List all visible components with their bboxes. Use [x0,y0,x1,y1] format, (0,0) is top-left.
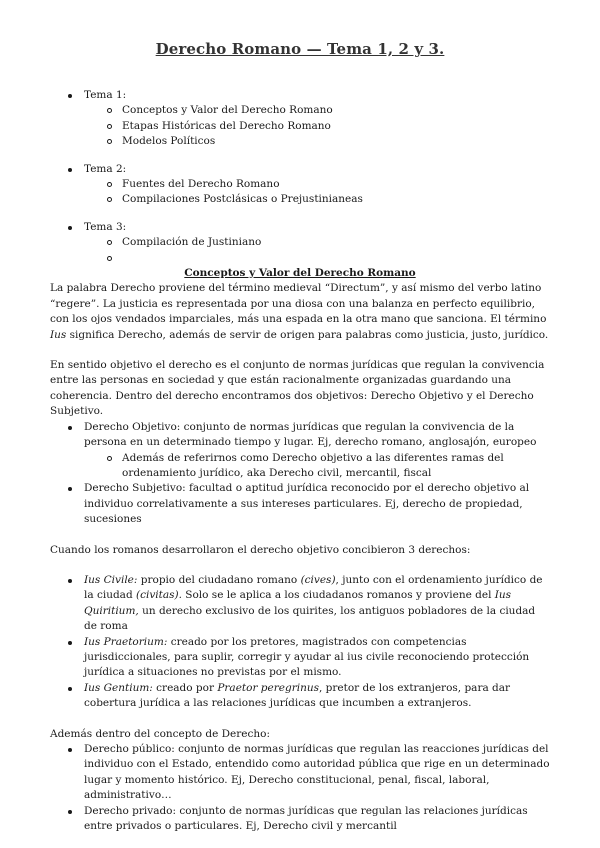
paragraph-origin: La palabra Derecho proviene del término medieval “Directum”, y así mismo del verbo latino “regere”. La justicia es representada por una diosa con una balanza en perfecto equilibrio, con los ojos vendados imparciales, más una espada en la otra mano que sanciona. El término Ius significa Derecho, además de servir de origen para palabras como justicia, justo, jurídico. [50,282,549,341]
spacer [50,712,550,727]
document-body [50,88,550,834]
list-item-ius-praetorium: Ius Praetorium: creado por los pretores, magistrados con competencias jurisdiccionales, para suplir, corregir y ayudar al ius civile reconociendo protección jurídica a situaciones no previstas por el mismo. [84,635,550,681]
document-title: Derecho Romano — Tema 1, 2 y 3. [155,40,445,58]
list-item-objetivo-sub: Además de referirnos como Derecho objetivo a las diferentes ramas del ordenamiento jurídico, aka Derecho civil, mercantil, fiscal [122,451,550,482]
spacer [50,558,550,573]
toc-tema-2-label: Tema 2: [84,162,127,175]
toc-tema-3 [84,220,550,266]
toc-tema-1-label: Tema 1: [84,89,127,101]
spacer [50,343,550,358]
toc-item: Modelos Políticos [122,134,550,149]
list-item-subjetivo: Derecho Subjetivo: facultad o aptitud jurídica reconocido por el derecho objetivo al individuo correlativamente a sus intereses particulares. Ej, derecho de propiedad, sucesiones [84,481,550,527]
table-of-contents [50,88,550,266]
paragraph-three-rights: Cuando los romanos desarrollaron el derecho objetivo concibieron 3 derechos: [50,543,471,556]
list-public-private [50,742,550,834]
toc-item-empty [122,251,550,266]
toc-item: Fuentes del Derecho Romano [122,177,550,192]
list-derecho-types [50,420,550,528]
paragraph-objective-sense: En sentido objetivo el derecho es el conjunto de normas jurídicas que regulan la convivencia entre las personas en sociedad y que están racionalmente organizadas guardando una coherencia. Dentro del derecho encontramos dos objetivos: Derecho Objetivo y el Derecho Subjetivo. [50,359,545,418]
toc-tema-1 [84,88,550,150]
paragraph-ademas: Además dentro del concepto de Derecho: [50,727,270,740]
section-heading: Conceptos y Valor del Derecho Romano [184,267,416,280]
toc-tema-3-label: Tema 3: [84,220,127,233]
spacer [50,528,550,543]
toc-item: Etapas Históricas del Derecho Romano [122,119,550,134]
toc-item: Conceptos y Valor del Derecho Romano [122,103,550,118]
list-item-privado: Derecho privado: conjunto de normas jurídicas que regulan las relaciones jurídicas entre privados o particulares. Ej, Derecho civil y mercantil [84,804,550,835]
toc-tema-2 [84,162,550,208]
list-item-ius-gentium: Ius Gentium: creado por Praetor peregrinus, pretor de los extranjeros, para dar cobertura jurídica a las relaciones jurídicas que incumben a extranjeros. [84,681,550,712]
toc-item: Compilación de Justiniano [122,235,550,250]
list-item-objetivo: Derecho Objetivo: conjunto de normas jurídicas que regulan la convivencia de la persona en un determinado tiempo y lugar. Ej, derecho romano, anglosajón, europeo Además de referirnos como Derecho objetivo a las diferentes ramas del ordenamiento jurídico, aka Derecho civil, mercantil, fiscal [84,420,550,482]
list-item-ius-civile: Ius Civile: propio del ciudadano romano (cives), junto con el ordenamiento jurídico de la ciudad (civitas). Solo se le aplica a los ciudadanos romanos y proviene del Ius Quiritium, un derecho exclusivo de los quirites, los antiguos pobladores de la ciudad de roma [84,573,550,635]
list-item-publico: Derecho público: conjunto de normas jurídicas que regulan las reacciones jurídicas del individuo con el Estado, entendido como autoridad pública que rige en un determinado lugar y momento histórico. Ej, Derecho constitucional, penal, fiscal, laboral, administrativo… [84,742,550,804]
toc-item: Compilaciones Postclásicas o Prejustinianeas [122,192,550,207]
list-ius [50,573,550,712]
